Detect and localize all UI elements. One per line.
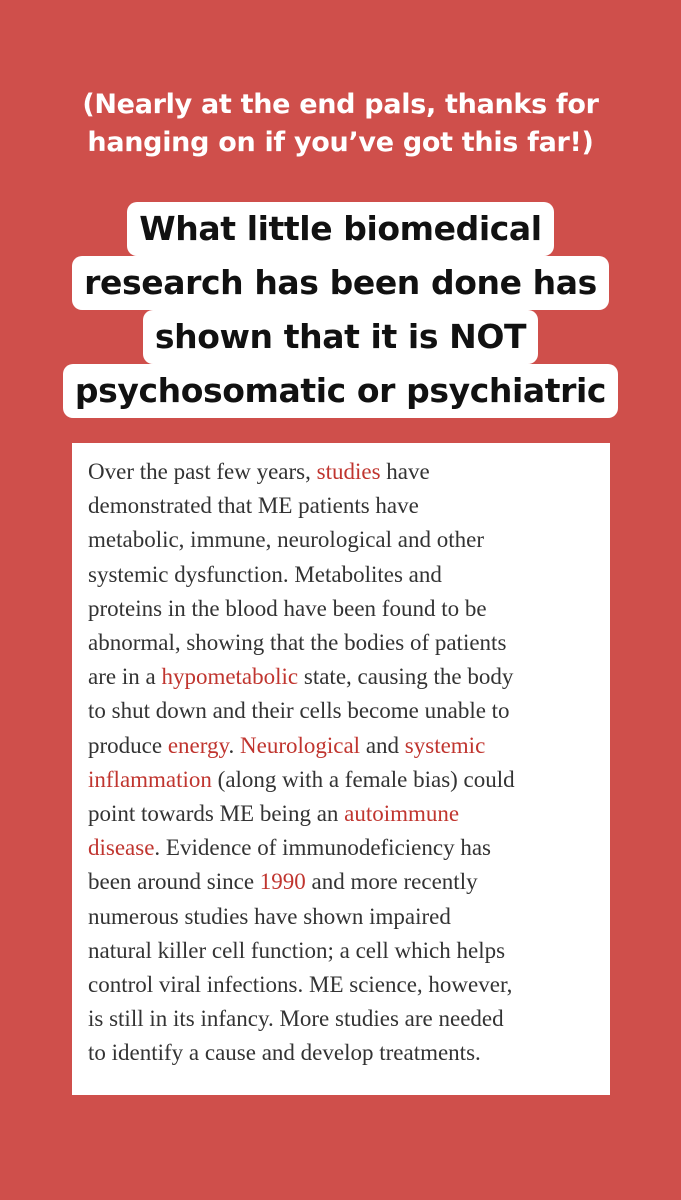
heading-line: What little biomedical: [127, 202, 553, 256]
studies-link[interactable]: studies: [316, 459, 381, 484]
heading-line: research has been done has: [72, 256, 609, 310]
article-line: demonstrated that ME patients have: [88, 493, 419, 519]
intro-line: hanging on if you’ve got this far!): [87, 127, 594, 158]
heading-line: psychosomatic or psychiatric: [63, 364, 618, 418]
article-line: produce energy. Neurological and systemic: [88, 732, 486, 758]
article-line: been around since 1990 and more recently: [88, 869, 478, 895]
autoimmune-disease-link[interactable]: autoimmune: [344, 801, 460, 827]
neurological-link[interactable]: Neurological: [240, 732, 361, 758]
article-excerpt-card: [72, 443, 610, 1095]
article-line: to identify a cause and develop treatments.: [88, 1040, 481, 1066]
highlighted-heading: [30, 202, 651, 418]
heading-line: shown that it is NOT: [143, 310, 538, 364]
article-line: control viral infections. ME science, however,: [88, 972, 513, 998]
article-line: systemic dysfunction. Metabolites and: [88, 561, 442, 587]
article-line: Over the past few years, studies have: [88, 459, 430, 484]
article-line: disease. Evidence of immunodeficiency has: [88, 835, 491, 861]
article-line: inflammation (along with a female bias) could: [88, 766, 515, 792]
article-line: are in a hypometabolic state, causing the body: [88, 664, 514, 690]
article-line: point towards ME being an autoimmune: [88, 801, 460, 827]
energy-link[interactable]: energy: [167, 732, 229, 758]
article-line: metabolic, immune, neurological and other: [88, 527, 484, 553]
intro-caption: [40, 86, 641, 162]
article-line: abnormal, showing that the bodies of patients: [88, 630, 507, 656]
intro-line: (Nearly at the end pals, thanks for: [82, 89, 599, 120]
article-line: numerous studies have shown impaired: [88, 903, 451, 929]
systemic-inflammation-link[interactable]: systemic: [404, 732, 486, 758]
article-line: proteins in the blood have been found to be: [88, 595, 487, 621]
autoimmune-disease-link[interactable]: disease: [88, 835, 155, 861]
systemic-inflammation-link[interactable]: inflammation: [88, 766, 212, 792]
article-line: is still in its infancy. More studies are needed: [88, 1006, 504, 1032]
hypometabolic-link[interactable]: hypometabolic: [161, 664, 299, 690]
year-1990-link[interactable]: 1990: [259, 869, 306, 895]
article-line: to shut down and their cells become unable to: [88, 698, 510, 724]
article-line: natural killer cell function; a cell which helps: [88, 937, 506, 963]
